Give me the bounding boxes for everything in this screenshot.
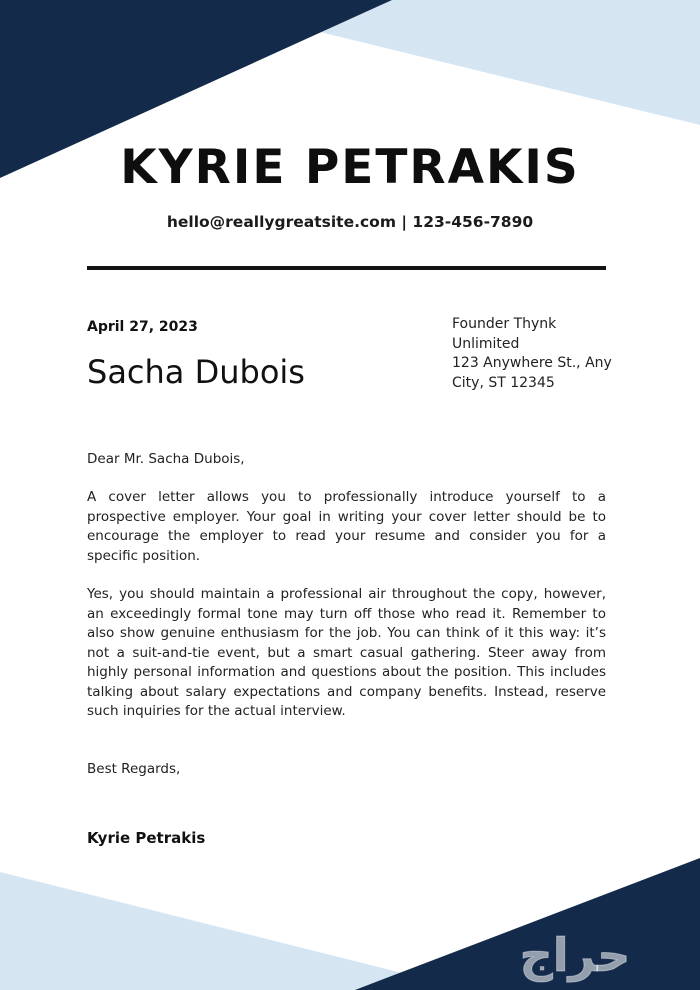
body-paragraph: Yes, you should maintain a professional air throughout the copy, however, an exceedingly formal tone may turn off those who read it. Remember to also show genuine enthusiasm for the job. You can think of it this way: it’s not a suit-and-tie event, but a smart casual gathering. Steer away from highly personal information and questions about the position. This includes talking about salary expectations and company benefits. Instead, reserve such inquiries for the actual interview. xyxy=(87,586,606,719)
svg-text:حراج: حراج xyxy=(519,928,631,982)
signature-name: Kyrie Petrakis xyxy=(87,829,206,847)
address-line: City, ST 12345 xyxy=(452,374,555,391)
sender-name: KYRIE PETRAKIS xyxy=(120,140,580,195)
haraj-watermark-logo xyxy=(470,925,680,985)
letter-date: April 27, 2023 xyxy=(87,319,198,335)
address-line: Unlimited xyxy=(452,335,520,352)
address-line: Founder Thynk xyxy=(452,316,557,332)
closing: Best Regards, xyxy=(87,761,181,777)
salutation: Dear Mr. Sacha Dubois, xyxy=(87,451,245,467)
recipient-name: Sacha Dubois xyxy=(87,353,305,391)
recipient-address xyxy=(452,315,622,393)
address-line: 123 Anywhere St., Any xyxy=(452,355,612,371)
sender-contact: hello@reallygreatsite.com | 123-456-7890 xyxy=(166,213,534,231)
header-divider xyxy=(87,266,606,270)
body-paragraph: A cover letter allows you to professionally introduce yourself to a prospective employer. Your goal in writing your cover letter should be to encourage the employer to read your resume and consider you for a specific position. xyxy=(87,489,606,564)
